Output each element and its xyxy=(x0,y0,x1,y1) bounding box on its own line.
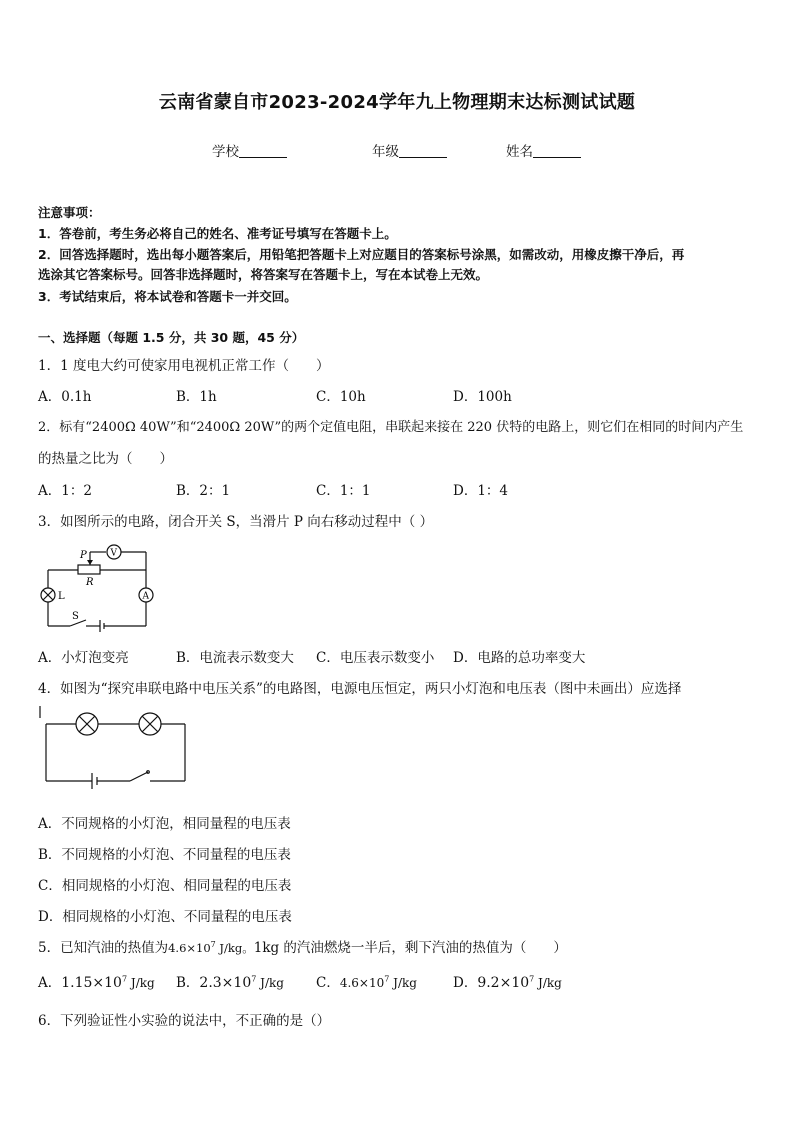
notice-heading: 注意事项： xyxy=(38,205,101,220)
q5-option-c xyxy=(316,971,417,991)
notice-item: 1．答卷前，考生务必将自己的姓名、准考证号填写在答题卡上。 xyxy=(38,226,397,241)
option-mantissa: 1.15×10 xyxy=(61,975,122,991)
q5-heat-exponent: 7 xyxy=(210,940,216,950)
option-mantissa: 2.3×10 xyxy=(199,975,252,991)
q2-stem-line1: 2．标有“2400Ω 40W”和“2400Ω 20W”的两个定值电阻，串联起来接在 220 伏特的电路上，则它们在相同的时间内产生 xyxy=(38,420,744,435)
q5-heat-unit: J/kg。 xyxy=(215,941,254,955)
q4-stem: 4．如图为“探究串联电路中电压关系”的电路图，电源电压恒定，两只小灯泡和电压表（图中未画出）应选择 xyxy=(38,681,682,697)
q2-option-b: B．2：1 xyxy=(176,483,231,499)
option-label: D． xyxy=(453,975,478,991)
label-l: L xyxy=(58,591,65,602)
q5-heat-value xyxy=(168,941,254,955)
q3-option-a: A．小灯泡变亮 xyxy=(38,650,129,666)
q1-option-d: D．100h xyxy=(453,389,512,405)
q5-stem-prefix: 5．已知汽油的热值为 xyxy=(38,940,169,956)
slider-arrow-icon xyxy=(87,560,93,565)
option-exponent: 7 xyxy=(121,974,128,984)
notice-item: 2．回答选择题时，选出每小题答案后，用铅笔把答题卡上对应题目的答案标号涂黑，如需改动，用橡皮擦干净后，再 xyxy=(38,247,685,262)
q2-option-d: D．1：4 xyxy=(453,483,509,499)
option-exponent: 7 xyxy=(384,974,390,984)
q2-option-c: C．1：1 xyxy=(316,483,371,499)
option-unit: J/kg xyxy=(534,976,562,990)
q2-option-a: A．1：2 xyxy=(38,483,92,499)
q5-option-a xyxy=(38,971,155,991)
option-mantissa: 4.6×10 xyxy=(339,976,385,990)
grade-label: 年级 xyxy=(372,144,399,160)
label-p: P xyxy=(80,550,87,561)
option-exponent: 7 xyxy=(529,974,535,984)
school-blank[interactable] xyxy=(239,145,287,158)
page-title: 云南省蒙自市2023-2024学年九上物理期末达标测试试题 xyxy=(158,92,636,113)
q4-option-b: B．不同规格的小灯泡、不同量程的电压表 xyxy=(38,847,291,863)
q3-option-d: D．电路的总功率变大 xyxy=(453,650,586,666)
q5-option-b xyxy=(176,971,284,991)
name-blank[interactable] xyxy=(533,145,581,158)
label-s: S xyxy=(72,611,79,622)
label-r: R xyxy=(86,577,94,588)
name-label: 姓名 xyxy=(506,144,533,160)
q3-stem: 3．如图所示的电路，闭合开关 S，当滑片 P 向右移动过程中（ ） xyxy=(38,514,434,530)
q3-circuit-figure xyxy=(38,538,162,638)
name-field xyxy=(506,140,581,160)
q1-option-a: A．0.1h xyxy=(38,389,92,405)
school-field xyxy=(212,140,287,160)
grade-blank[interactable] xyxy=(399,145,447,158)
q1-option-b: B．1h xyxy=(176,389,217,405)
option-label: B． xyxy=(176,975,200,991)
school-label: 学校 xyxy=(212,144,239,160)
q5-option-d xyxy=(453,971,562,991)
ammeter-icon: A xyxy=(142,591,149,602)
notice-item: 3．考试结束后，将本试卷和答题卡一并交回。 xyxy=(38,289,297,304)
q4-option-a: A．不同规格的小灯泡，相同量程的电压表 xyxy=(38,816,291,832)
q1-option-c: C．10h xyxy=(316,389,366,405)
q5-heat-mantissa: 4.6×10 xyxy=(168,941,211,955)
option-unit: J/kg xyxy=(389,976,417,990)
option-label: C． xyxy=(316,975,340,991)
q3-option-b: B．电流表示数变大 xyxy=(176,650,294,666)
voltmeter-icon: V xyxy=(110,548,117,559)
q2-stem-line2: 的热量之比为（ ） xyxy=(38,451,173,467)
q3-option-c: C．电压表示数变小 xyxy=(316,650,435,666)
q5-stem xyxy=(38,936,567,956)
notice-item: 选涂其它答案标号。回答非选择题时，将答案写在答题卡上，写在本试卷上无效。 xyxy=(38,267,489,282)
q4-option-d: D．相同规格的小灯泡、不同量程的电压表 xyxy=(38,909,292,925)
option-label: A． xyxy=(38,975,62,991)
option-unit: J/kg xyxy=(127,976,155,990)
q1-stem: 1．1 度电大约可使家用电视机正常工作（ ） xyxy=(38,358,330,374)
q4-option-c: C．相同规格的小灯泡、相同量程的电压表 xyxy=(38,878,292,894)
option-mantissa: 9.2×10 xyxy=(477,975,530,991)
section-heading: 一、选择题（每题 1.5 分，共 30 题，45 分） xyxy=(38,330,305,345)
grade-field xyxy=(372,140,447,160)
q5-stem-suffix: 1kg 的汽油燃烧一半后，剩下汽油的热值为（ ） xyxy=(253,940,567,956)
option-unit: J/kg xyxy=(256,976,284,990)
q6-stem: 6．下列验证性小实验的说法中，不正确的是（） xyxy=(38,1013,331,1029)
option-exponent: 7 xyxy=(251,974,257,984)
q4-circuit-figure xyxy=(38,702,198,794)
